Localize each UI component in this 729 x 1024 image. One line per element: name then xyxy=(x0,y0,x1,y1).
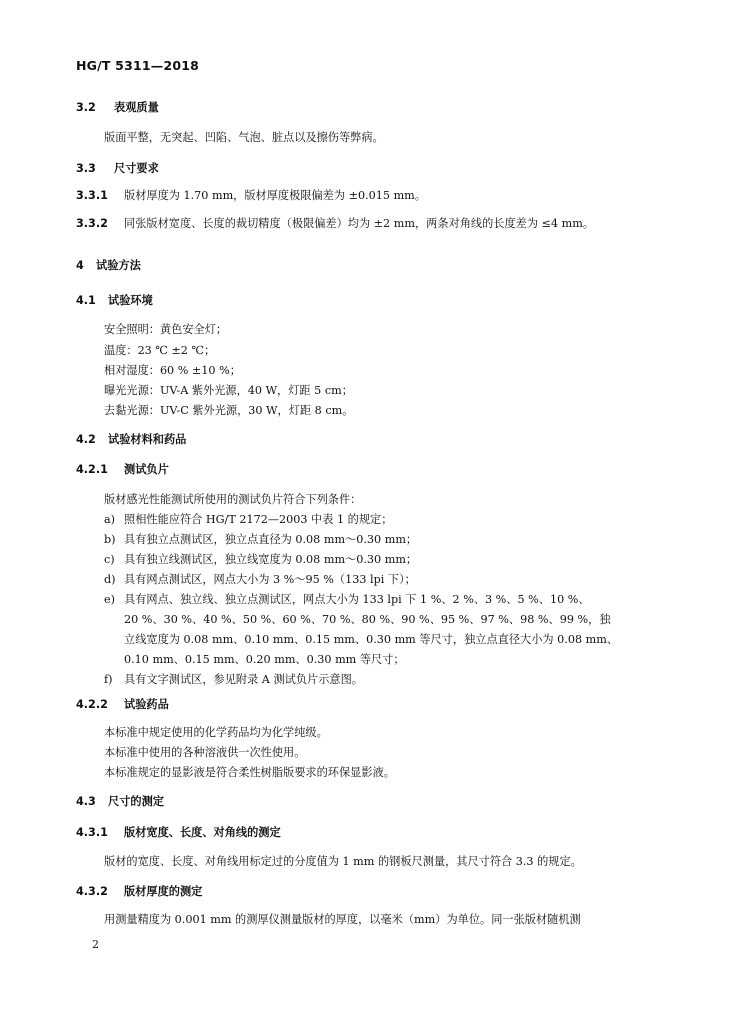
paragraph: 本标准中规定使用的化学药品均为化学纯级。 xyxy=(104,726,328,739)
env-line: 去黏光源：UV-C 紫外光源，30 W，灯距 8 cm。 xyxy=(104,404,354,417)
list-item-continuation xyxy=(104,653,405,667)
list-label: d) xyxy=(104,573,116,586)
list-item xyxy=(104,593,590,607)
intro-line: 版材感光性能测试所使用的测试负片符合下列条件： xyxy=(104,493,362,506)
heading-title: 版材厚度的测定 xyxy=(124,885,203,898)
paragraph: 版材的宽度、长度、对角线用标定过的分度值为 1 mm 的钢板尺测量，其尺寸符合 3.3 的规定。 xyxy=(104,855,582,868)
heading-number: 4.3 xyxy=(76,795,96,808)
heading-number: 4.3.1 xyxy=(76,826,108,839)
env-line: 温度：23 ℃ ±2 ℃； xyxy=(104,344,216,357)
heading-number: 3.3 xyxy=(76,162,96,175)
list-label: f) xyxy=(104,673,113,686)
heading-number: 4.2 xyxy=(76,433,96,446)
list-text: 照相性能应符合 HG/T 2172—2003 中表 1 的规定； xyxy=(124,513,393,526)
clause-text: 版材厚度为 1.70 mm，版材厚度极限偏差为 ±0.015 mm。 xyxy=(124,189,426,202)
list-item xyxy=(104,573,416,587)
list-label: b) xyxy=(104,533,116,546)
heading-4 xyxy=(76,259,141,273)
heading-title: 试验方法 xyxy=(96,259,141,272)
paragraph: 用测量精度为 0.001 mm 的测厚仪测量版材的厚度，以毫米（mm）为单位。同一张版材随机测 xyxy=(104,913,581,926)
list-item xyxy=(104,553,417,567)
page-number: 2 xyxy=(92,938,99,951)
paragraph: 本标准规定的显影液是符合柔性树脂版要求的环保显影液。 xyxy=(104,766,395,779)
env-line: 相对湿度：60 % ±10 %； xyxy=(104,364,241,377)
list-text: 具有网点、独立线、独立点测试区，网点大小为 133 lpi 下 1 %、2 %、3 %、5 %、10 %、 xyxy=(124,593,590,606)
heading-number: 4.1 xyxy=(76,294,96,307)
list-text: 20 %、30 %、40 %、50 %、60 %、70 %、80 %、90 %、95 %、97 %、98 %、99 %，独 xyxy=(124,613,611,626)
clause-number: 3.3.2 xyxy=(76,217,108,230)
paragraph: 本标准中使用的各种溶液供一次性使用。 xyxy=(104,746,306,759)
heading-4-2-2 xyxy=(76,698,169,712)
list-item xyxy=(104,673,363,687)
heading-title: 试验环境 xyxy=(108,294,153,307)
list-text: 具有文字测试区，参见附录 A 测试负片示意图。 xyxy=(124,673,363,686)
env-line: 安全照明：黄色安全灯； xyxy=(104,323,228,336)
clause-number: 3.3.1 xyxy=(76,189,108,202)
heading-4-3-1 xyxy=(76,826,281,840)
heading-number: 4.2.1 xyxy=(76,463,108,476)
heading-title: 表观质量 xyxy=(114,101,159,114)
clause-text: 同张版材宽度、长度的裁切精度（极限偏差）均为 ±2 mm，两条对角线的长度差为 ≤4 mm。 xyxy=(124,217,595,230)
heading-4-1 xyxy=(76,294,153,308)
heading-number: 4.3.2 xyxy=(76,885,108,898)
heading-3-2 xyxy=(76,101,159,115)
heading-3-3 xyxy=(76,162,159,176)
heading-title: 尺寸的测定 xyxy=(108,795,164,808)
list-text: 立线宽度为 0.08 mm、0.10 mm、0.15 mm、0.30 mm 等尺寸，独立点直径大小为 0.08 mm、 xyxy=(124,633,619,646)
list-label: c) xyxy=(104,553,115,566)
heading-title: 尺寸要求 xyxy=(114,162,159,175)
heading-4-2 xyxy=(76,433,186,447)
list-text: 具有独立线测试区，独立线宽度为 0.08 mm～0.30 mm； xyxy=(124,553,418,566)
heading-title: 试验材料和药品 xyxy=(108,433,187,446)
heading-4-3 xyxy=(76,795,164,809)
heading-number: 4.2.2 xyxy=(76,698,108,711)
paragraph: 版面平整，无突起、凹陷、气泡、脏点以及擦伤等弊病。 xyxy=(104,131,384,144)
list-label: e) xyxy=(104,593,115,606)
heading-number: 3.2 xyxy=(76,101,96,114)
list-item xyxy=(104,533,417,547)
list-text: 0.10 mm、0.15 mm、0.20 mm、0.30 mm 等尺寸； xyxy=(124,653,405,666)
clause-3-3-2 xyxy=(76,217,594,231)
list-item-continuation xyxy=(104,633,618,647)
heading-4-3-2 xyxy=(76,885,202,899)
list-text: 具有独立点测试区，独立点直径为 0.08 mm～0.30 mm； xyxy=(124,533,418,546)
env-line: 曝光光源：UV-A 紫外光源，40 W，灯距 5 cm； xyxy=(104,384,353,397)
heading-title: 版材宽度、长度、对角线的测定 xyxy=(124,826,281,839)
list-label: a) xyxy=(104,513,116,526)
heading-title: 试验药品 xyxy=(124,698,169,711)
list-item-continuation xyxy=(104,613,611,627)
heading-title: 测试负片 xyxy=(124,463,169,476)
list-text: 具有网点测试区，网点大小为 3 %～95 %（133 lpi 下）； xyxy=(124,573,416,586)
list-item xyxy=(104,513,392,527)
heading-4-2-1 xyxy=(76,463,169,477)
clause-3-3-1 xyxy=(76,189,426,203)
heading-number: 4 xyxy=(76,259,84,272)
standard-code: HG/T 5311—2018 xyxy=(76,58,200,73)
